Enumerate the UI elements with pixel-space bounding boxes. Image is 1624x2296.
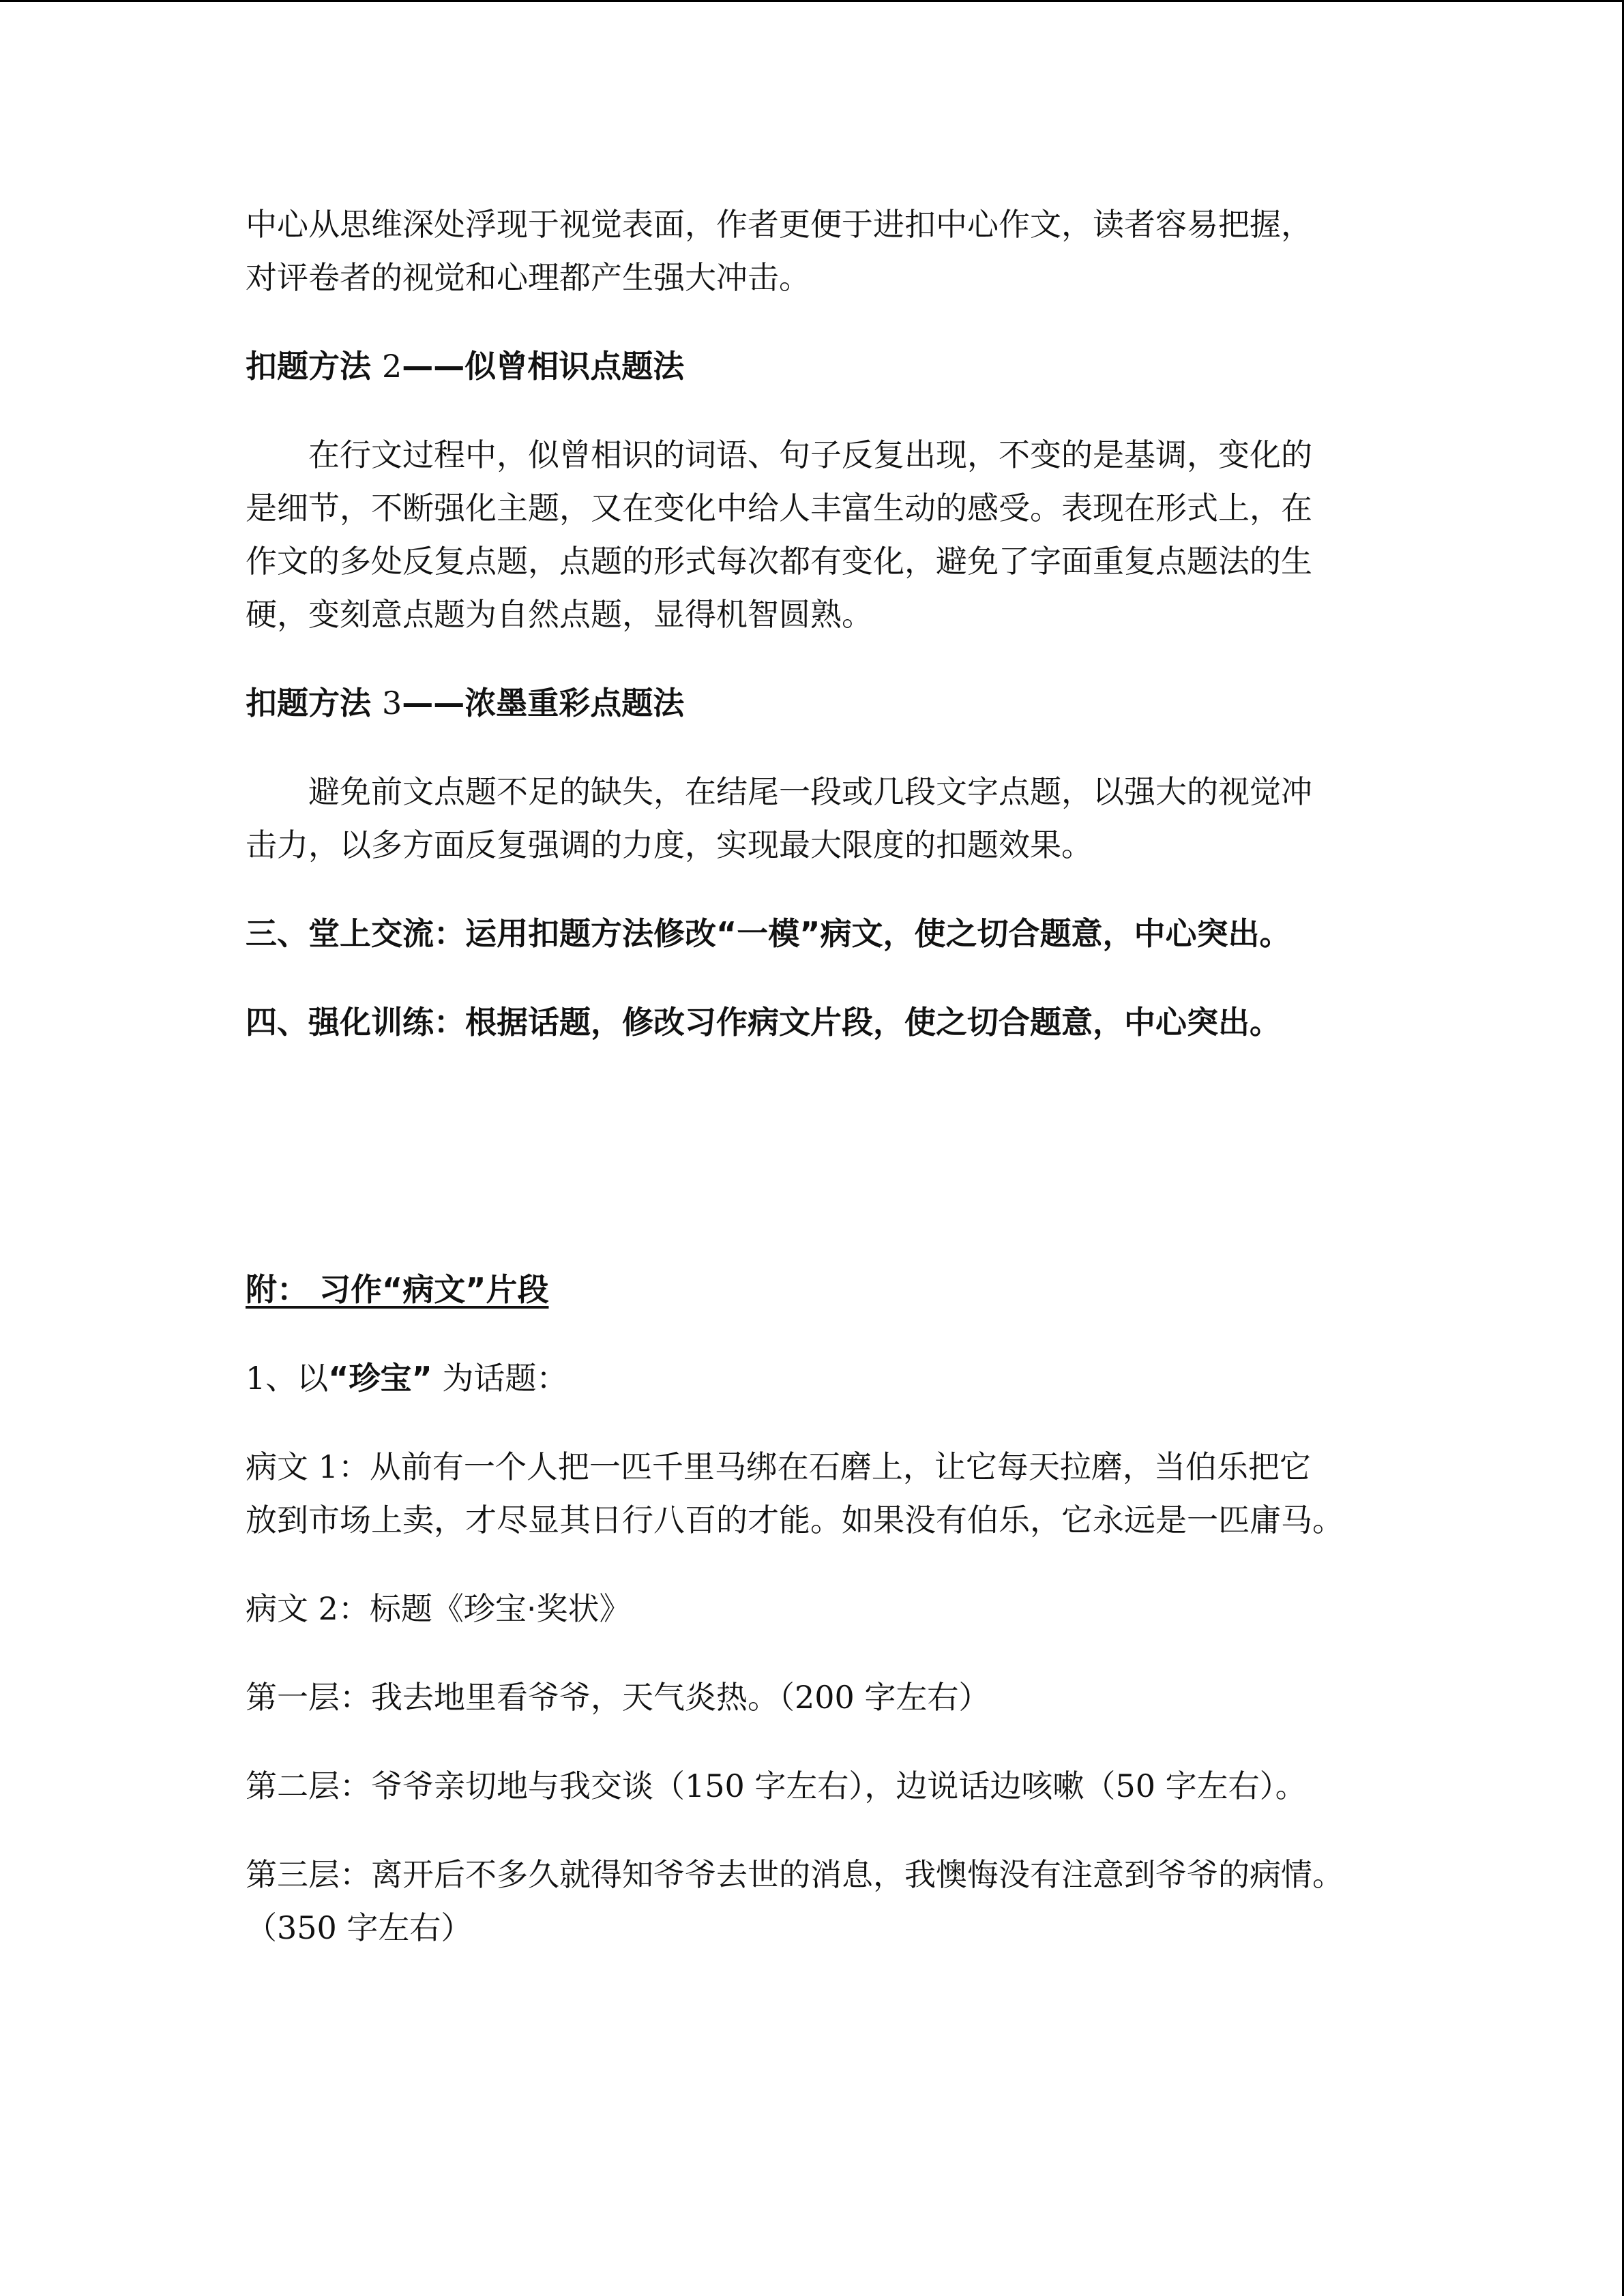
sick-text-1-line-2: 放到市场上卖，才尽显其日行八百的才能。如果没有伯乐，它永远是一匹庸马。 [246, 1502, 1344, 1538]
method-2-suffix: ——似曾相识点题法 [402, 348, 685, 385]
method-3-line-2: 击力，以多方面反复强调的力度，实现最大限度的扣题效果。 [246, 826, 1093, 863]
page-top-border [0, 0, 1624, 2]
sick-text-1 [246, 1440, 1391, 1547]
method-3-line-1: 避免前文点题不足的缺失，在结尾一段或几段文字点题，以强大的视觉冲 [308, 773, 1312, 810]
intro-paragraph [246, 198, 1391, 304]
layer-1-text: 第一层：我去地里看爷爷，天气炎热。（ [246, 1679, 795, 1716]
method-3-number: 3 [382, 685, 402, 721]
method-2-line-3: 作文的多处反复点题，点题的形式每次都有变化，避免了字面重复点题法的生 [246, 543, 1312, 580]
method-2-line-4: 硬，变刻意点题为自然点题，显得机智圆熟。 [246, 596, 873, 633]
intro-line-1: 中心从思维深处浮现于视觉表面，作者更便于进扣中心作文，读者容易把握， [246, 206, 1312, 243]
layer-1-unit: 字左右） [854, 1679, 990, 1716]
layer-3 [246, 1848, 1391, 1954]
topic-pre: 、以 [265, 1360, 329, 1397]
sick-text-1-label: 病文 [246, 1448, 319, 1485]
document-page [246, 198, 1391, 1990]
layer-2 [246, 1759, 1391, 1813]
method-3-paragraph [246, 765, 1391, 871]
intro-line-2: 对评卷者的视觉和心理都产生强大冲击。 [246, 259, 810, 296]
section-3-heading: 三、堂上交流：运用扣题方法修改“一模”病文，使之切合题意，中心突出。 [246, 915, 1291, 952]
method-3-suffix: ——浓墨重彩点题法 [402, 685, 685, 721]
layer-1-count: 200 [795, 1679, 855, 1716]
layer-2-count-2: 50 [1115, 1768, 1155, 1804]
sick-text-1-line-1 [246, 1440, 1391, 1493]
layer-1 [246, 1671, 1391, 1724]
method-2-heading [246, 340, 1391, 393]
layer-2-text: 第二层：爷爷亲切地与我交谈（ [246, 1768, 685, 1804]
sick-text-2-label: 病文 [246, 1590, 319, 1627]
sick-text-2 [246, 1582, 1391, 1635]
sick-text-1-content-1: ：从前有一个人把一匹千里马绑在石磨上，让它每天拉磨，当伯乐把它 [338, 1448, 1311, 1485]
method-3-prefix: 扣题方法 [246, 685, 383, 721]
layer-2-end: 字左右）。 [1155, 1768, 1307, 1804]
layer-3-open: （ [246, 1909, 277, 1946]
section-4-heading: 四、强化训练：根据话题，修改习作病文片段，使之切合题意，中心突出。 [246, 1004, 1281, 1041]
layer-3-count: 350 [277, 1909, 337, 1946]
layer-2-middle: 字左右），边说话边咳嗽（ [744, 1768, 1116, 1804]
blank-space [246, 1084, 1391, 1263]
method-2-number: 2 [382, 348, 402, 385]
topic-post: 为话题： [432, 1360, 568, 1397]
layer-2-count-1: 150 [685, 1768, 745, 1804]
method-2-line-2: 是细节，不断强化主题，又在变化中给人丰富生动的感受。表现在形式上，在 [246, 490, 1312, 526]
layer-3-line-2 [246, 1901, 1391, 1954]
appendix-title: 附： 习作“病文”片段 [246, 1271, 549, 1308]
layer-3-unit: 字左右） [336, 1909, 473, 1946]
topic-keyword: “珍宝” [328, 1360, 432, 1397]
topic-number: 1 [246, 1360, 266, 1397]
sick-text-1-number: 1 [318, 1448, 338, 1485]
method-3-heading [246, 676, 1391, 730]
method-2-line-1: 在行文过程中，似曾相识的词语、句子反复出现，不变的是基调，变化的 [308, 436, 1312, 473]
sick-text-2-number: 2 [318, 1590, 338, 1627]
method-2-prefix: 扣题方法 [246, 348, 383, 385]
method-2-paragraph [246, 428, 1391, 641]
sick-text-2-content: ：标题《珍宝·奖状》 [338, 1590, 631, 1627]
layer-3-line-1: 第三层：离开后不多久就得知爷爷去世的消息，我懊悔没有注意到爷爷的病情。 [246, 1856, 1344, 1893]
appendix-topic [246, 1352, 1391, 1405]
